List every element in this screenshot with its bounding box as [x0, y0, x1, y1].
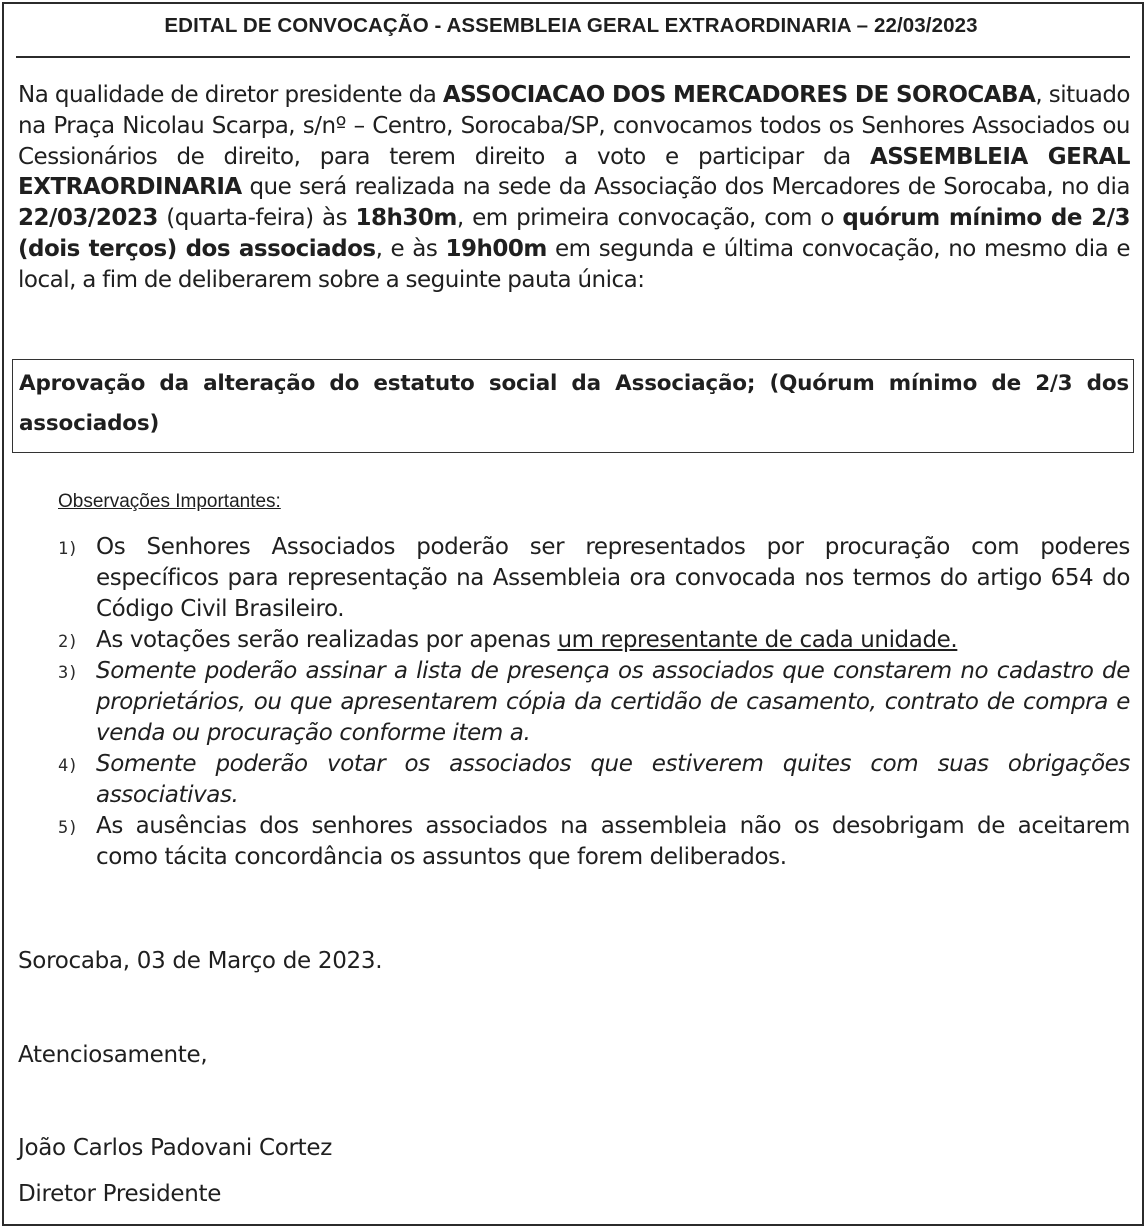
- list-item: [18, 625, 1130, 656]
- item-number: 2): [58, 632, 78, 652]
- intro-text-6: , e às: [375, 235, 446, 262]
- item-text: Somente poderão votar os associados que estiverem quites com suas obrigações associativas.: [96, 751, 1130, 808]
- list-item: [18, 811, 1130, 873]
- item-number: 4): [58, 756, 78, 776]
- intro-text-7: em segunda e última convocação, no mesmo dia e local, a fim de deliberarem sobre a seguinte pauta única:: [18, 235, 1130, 293]
- assembly-date: 22/03/2023: [18, 205, 158, 232]
- list-item: [18, 749, 1130, 811]
- signer-title: Diretor Presidente: [18, 1181, 222, 1207]
- second-call-time: 19h00m: [445, 235, 547, 262]
- item-number: 1): [58, 539, 78, 559]
- intro-text-1: Na qualidade de diretor presidente da: [18, 82, 443, 108]
- intro-text-2: , situado na Praça Nicolau Scarpa, s/nº – Centro, Sorocaba/SP, convocamos todos os Senhores Associados ou Cessionários de direito, para terem direito a voto e participar da: [18, 82, 1131, 170]
- item-text: Somente poderão assinar a lista de presença os associados que constarem no cadastro de proprietários, ou que apresentarem cópia da certidão de casamento, contrato de compra e venda ou procuração conforme item a.: [96, 658, 1130, 746]
- intro-paragraph: [18, 80, 1130, 296]
- first-call-time: 18h30m: [355, 205, 457, 232]
- place-date: Sorocaba, 03 de Março de 2023.: [18, 948, 383, 974]
- intro-text-5: , em primeira convocação, com o: [456, 205, 843, 232]
- item-text: Os Senhores Associados poderão ser representados por procuração com poderes específicos para representação na Assembleia ora convocada nos termos do artigo 654 do Código Civil Brasileiro.: [96, 534, 1130, 622]
- item-text: [96, 627, 957, 653]
- quorum-requirement: quórum mínimo de 2/3 (dois terços) dos associados: [18, 205, 1130, 262]
- item-text-plain: As votações serão realizadas por apenas: [96, 627, 558, 653]
- list-item: [18, 532, 1130, 625]
- observations-list: [18, 532, 1130, 873]
- item-text-underlined: um representante de cada unidade.: [557, 627, 958, 653]
- intro-text-4: (quarta-feira) às: [157, 205, 356, 232]
- association-name: ASSOCIACAO DOS MERCADORES DE SOROCABA: [442, 82, 1036, 108]
- agenda-box: [12, 359, 1134, 453]
- notice-title: EDITAL DE CONVOCAÇÃO - ASSEMBLEIA GERAL EXTRAORDINARIA – 22/03/2023: [164, 14, 978, 37]
- list-item: [18, 656, 1130, 749]
- agenda-text: Aprovação da alteração do estatuto social da Associação; (Quórum mínimo de 2/3 dos associados): [19, 371, 1129, 436]
- item-text: As ausências dos senhores associados na assembleia não os desobrigam de aceitarem como tácita concordância os assuntos que forem deliberados.: [96, 813, 1130, 870]
- item-number: 5): [58, 818, 78, 838]
- assembly-name: ASSEMBLEIA GERAL EXTRAORDINARIA: [18, 143, 1130, 201]
- signer-name: João Carlos Padovani Cortez: [18, 1135, 333, 1161]
- salutation: Atenciosamente,: [18, 1042, 208, 1068]
- title-divider: [16, 56, 1130, 58]
- item-number: 3): [58, 663, 78, 683]
- intro-text-3: que será realizada na sede da Associação dos Mercadores de Sorocaba, no dia: [241, 174, 1130, 201]
- observations-heading: Observações Importantes:: [58, 491, 281, 512]
